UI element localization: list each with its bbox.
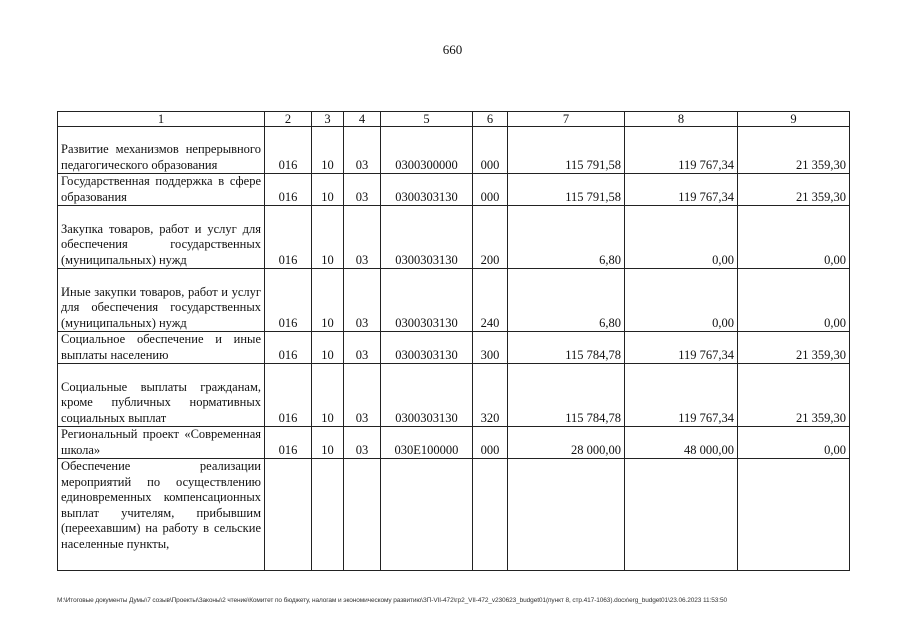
cell-target-article: 030E100000	[381, 427, 473, 459]
cell-admin-code: 016	[265, 427, 312, 459]
cell-subsection: 03	[344, 174, 381, 206]
cell-amount-1	[508, 459, 625, 571]
cell-subsection: 03	[344, 127, 381, 174]
table-row	[58, 269, 850, 332]
cell-amount-1: 28 000,00	[508, 427, 625, 459]
cell-admin-code: 016	[265, 206, 312, 269]
cell-target-article: 0300303130	[381, 364, 473, 427]
cell-subsection: 03	[344, 206, 381, 269]
cell-amount-2: 0,00	[625, 269, 738, 332]
cell-target-article	[381, 459, 473, 571]
cell-expense-type: 200	[473, 206, 508, 269]
cell-amount-3: 21 359,30	[738, 127, 850, 174]
cell-expense-type: 000	[473, 174, 508, 206]
cell-admin-code: 016	[265, 269, 312, 332]
cell-section: 10	[312, 174, 344, 206]
budget-table	[57, 111, 850, 571]
cell-section: 10	[312, 364, 344, 427]
table-row	[58, 206, 850, 269]
cell-subsection: 03	[344, 269, 381, 332]
cell-expense-type: 300	[473, 332, 508, 364]
cell-amount-1: 115 791,58	[508, 127, 625, 174]
cell-target-article: 0300303130	[381, 174, 473, 206]
cell-amount-3: 21 359,30	[738, 332, 850, 364]
cell-admin-code: 016	[265, 332, 312, 364]
cell-amount-3: 21 359,30	[738, 364, 850, 427]
table-row	[58, 427, 850, 459]
cell-amount-3: 0,00	[738, 427, 850, 459]
row-name: Обеспечение реализации мероприятий по осуществлению единовременных компенсационных выплат учителям, прибывшим (переехавшим) на работу в сельские населенные пункты,	[58, 459, 265, 571]
cell-amount-2: 119 767,34	[625, 174, 738, 206]
cell-subsection: 03	[344, 332, 381, 364]
cell-amount-2: 48 000,00	[625, 427, 738, 459]
cell-amount-1: 115 791,58	[508, 174, 625, 206]
cell-subsection: 03	[344, 364, 381, 427]
cell-expense-type	[473, 459, 508, 571]
cell-target-article: 0300303130	[381, 269, 473, 332]
cell-target-article: 0300303130	[381, 206, 473, 269]
row-name: Государственная поддержка в сфере образования	[58, 174, 265, 206]
cell-amount-1: 6,80	[508, 206, 625, 269]
cell-section: 10	[312, 127, 344, 174]
cell-section	[312, 459, 344, 571]
cell-amount-2: 119 767,34	[625, 364, 738, 427]
cell-target-article: 0300303130	[381, 332, 473, 364]
row-name: Региональный проект «Современная школа»	[58, 427, 265, 459]
table-row	[58, 127, 850, 174]
cell-section: 10	[312, 332, 344, 364]
cell-section: 10	[312, 269, 344, 332]
column-header: 5	[381, 112, 473, 127]
cell-amount-2	[625, 459, 738, 571]
row-name: Развитие механизмов непрерывного педагогического образования	[58, 127, 265, 174]
cell-amount-2: 119 767,34	[625, 127, 738, 174]
cell-admin-code: 016	[265, 127, 312, 174]
table-row	[58, 174, 850, 206]
cell-amount-3: 0,00	[738, 206, 850, 269]
cell-expense-type: 000	[473, 427, 508, 459]
cell-expense-type: 240	[473, 269, 508, 332]
cell-amount-1: 115 784,78	[508, 332, 625, 364]
cell-expense-type: 000	[473, 127, 508, 174]
row-name: Социальное обеспечение и иные выплаты населению	[58, 332, 265, 364]
column-header: 7	[508, 112, 625, 127]
column-header: 6	[473, 112, 508, 127]
table-row	[58, 459, 850, 571]
cell-amount-2: 0,00	[625, 206, 738, 269]
cell-section: 10	[312, 427, 344, 459]
cell-admin-code: 016	[265, 364, 312, 427]
cell-amount-3	[738, 459, 850, 571]
cell-subsection	[344, 459, 381, 571]
column-header: 3	[312, 112, 344, 127]
row-name: Иные закупки товаров, работ и услуг для обеспечения государственных (муниципальных) нужд	[58, 269, 265, 332]
column-header: 4	[344, 112, 381, 127]
cell-amount-3: 0,00	[738, 269, 850, 332]
cell-amount-1: 6,80	[508, 269, 625, 332]
row-name: Социальные выплаты гражданам, кроме публичных нормативных социальных выплат	[58, 364, 265, 427]
page-number: 660	[442, 42, 463, 57]
cell-admin-code	[265, 459, 312, 571]
table-row	[58, 364, 850, 427]
column-header: 2	[265, 112, 312, 127]
column-header: 8	[625, 112, 738, 127]
cell-amount-1: 115 784,78	[508, 364, 625, 427]
column-header: 1	[58, 112, 265, 127]
cell-target-article: 0300300000	[381, 127, 473, 174]
table-row	[58, 332, 850, 364]
row-name: Закупка товаров, работ и услуг для обеспечения государственных (муниципальных) нужд	[58, 206, 265, 269]
cell-amount-3: 21 359,30	[738, 174, 850, 206]
cell-amount-2: 119 767,34	[625, 332, 738, 364]
table-header-row	[58, 112, 850, 127]
document-path-footer: М:\Итоговые документы Думы\7 созыв\Проекты\Законы\2 чтение\Комитет по бюджету, налогам и экономическому развитию\ЗП-VII-472\гр2_VII-472_v230623_budget01(пункт 8, стр.417-1063).docx\erg_budget01\23.06.2023 11:53:50	[57, 597, 728, 604]
column-header: 9	[738, 112, 850, 127]
cell-admin-code: 016	[265, 174, 312, 206]
cell-subsection: 03	[344, 427, 381, 459]
cell-section: 10	[312, 206, 344, 269]
cell-expense-type: 320	[473, 364, 508, 427]
